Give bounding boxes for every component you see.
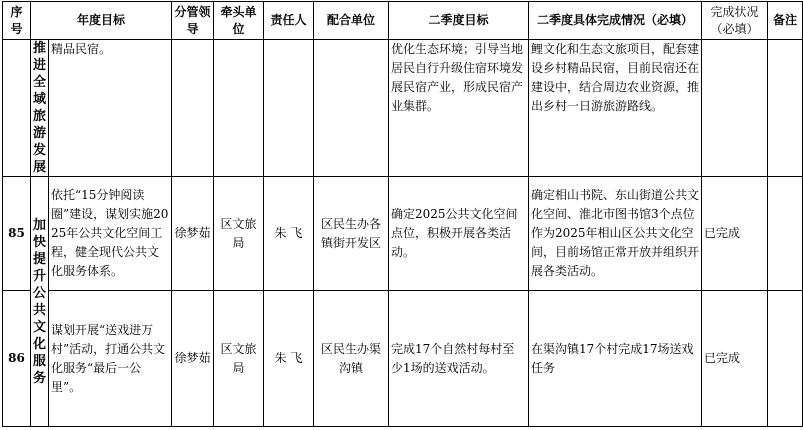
category-cell <box>31 177 49 427</box>
row-coop-unit <box>314 40 389 177</box>
row-q2-goal <box>389 177 529 291</box>
row-note <box>768 291 803 427</box>
row-owner <box>264 40 314 177</box>
row-note <box>768 40 803 177</box>
row-goal <box>49 177 172 291</box>
row-owner: 朱 飞 <box>264 177 314 291</box>
q2-goal-text: 优化生态环境；引导当地居民自行升级住宿环境发展民宿产业，形成民宿产业集群。 <box>391 42 524 113</box>
coop-unit-text: 区民生办各镇街开发区 <box>321 216 382 250</box>
row-leader: 徐梦茹 <box>172 291 214 427</box>
row-q2-done <box>529 291 702 427</box>
row-q2-goal <box>389 291 529 427</box>
row-note <box>768 177 803 291</box>
q2-goal-text: 确定2025公共文化空间点位，积极开展各类活动。 <box>391 207 518 259</box>
goal-text: 精品民宿。 <box>51 42 112 56</box>
goal-text: 依托“15分钟阅读圈”建设，谋划实施2025年公共文化空间工程，健全现代公共文化服务体系。 <box>51 188 169 278</box>
q2-goal-text: 完成17个自然村每村至少1场的送戏活动。 <box>391 341 515 375</box>
goal-text: 谋划开展“送戏进万村”活动，打通公共文化服务“最后一公里”。 <box>51 322 166 394</box>
row-seq: 85 <box>3 177 31 291</box>
row-q2-done <box>529 40 702 177</box>
category-label: 推进全域旅游发展 <box>32 41 46 175</box>
q2-done-text: 鲤文化和生态文旅项目，配套建设乡村精品民宿，目前民宿还在建设中，结合周边农业资源，推出乡村一日游旅游路线。 <box>531 42 700 113</box>
row-lead-unit <box>214 40 264 177</box>
category-cell <box>31 40 49 177</box>
table-row <box>3 291 803 427</box>
row-lead-unit: 区文旅局 <box>214 291 264 427</box>
category-label: 加快提升公共文化服务 <box>32 217 46 386</box>
row-status: 已完成 <box>702 291 768 427</box>
header-q2-done: 二季度具体完成情况（必填） <box>529 2 702 40</box>
coop-unit-text: 区民生办渠沟镇 <box>321 341 382 375</box>
row-coop-unit <box>314 291 389 427</box>
table-row <box>3 177 803 291</box>
table-row <box>3 40 803 177</box>
header-row <box>3 2 803 40</box>
row-lead-unit: 区文旅局 <box>214 177 264 291</box>
q2-done-text: 确定相山书院、东山街道公共文化空间、淮北市图书馆3个点位作为2025年相山区公共文化空间，目前场馆正常开放并组织开展各类活动。 <box>531 188 700 278</box>
row-seq: 86 <box>3 291 31 427</box>
row-leader: 徐梦茹 <box>172 177 214 291</box>
row-seq <box>3 40 31 177</box>
row-status <box>702 40 768 177</box>
header-owner: 责任人 <box>264 2 314 40</box>
row-owner: 朱 飞 <box>264 291 314 427</box>
header-goal: 年度目标 <box>31 2 172 40</box>
row-goal <box>49 40 172 177</box>
header-note: 备注 <box>768 2 803 40</box>
header-lead-unit: 牵头单位 <box>214 2 264 40</box>
header-status: 完成状况（必填） <box>702 2 768 40</box>
row-goal <box>49 291 172 427</box>
row-leader <box>172 40 214 177</box>
header-q2-goal: 二季度目标 <box>389 2 529 40</box>
header-leader: 分管领导 <box>172 2 214 40</box>
header-coop-unit: 配合单位 <box>314 2 389 40</box>
row-status: 已完成 <box>702 177 768 291</box>
header-seq: 序号 <box>3 2 31 40</box>
work-plan-table <box>2 1 803 427</box>
row-q2-done <box>529 177 702 291</box>
row-coop-unit <box>314 177 389 291</box>
q2-done-text: 在渠沟镇17个村完成17场送戏任务 <box>531 341 694 375</box>
row-q2-goal <box>389 40 529 177</box>
